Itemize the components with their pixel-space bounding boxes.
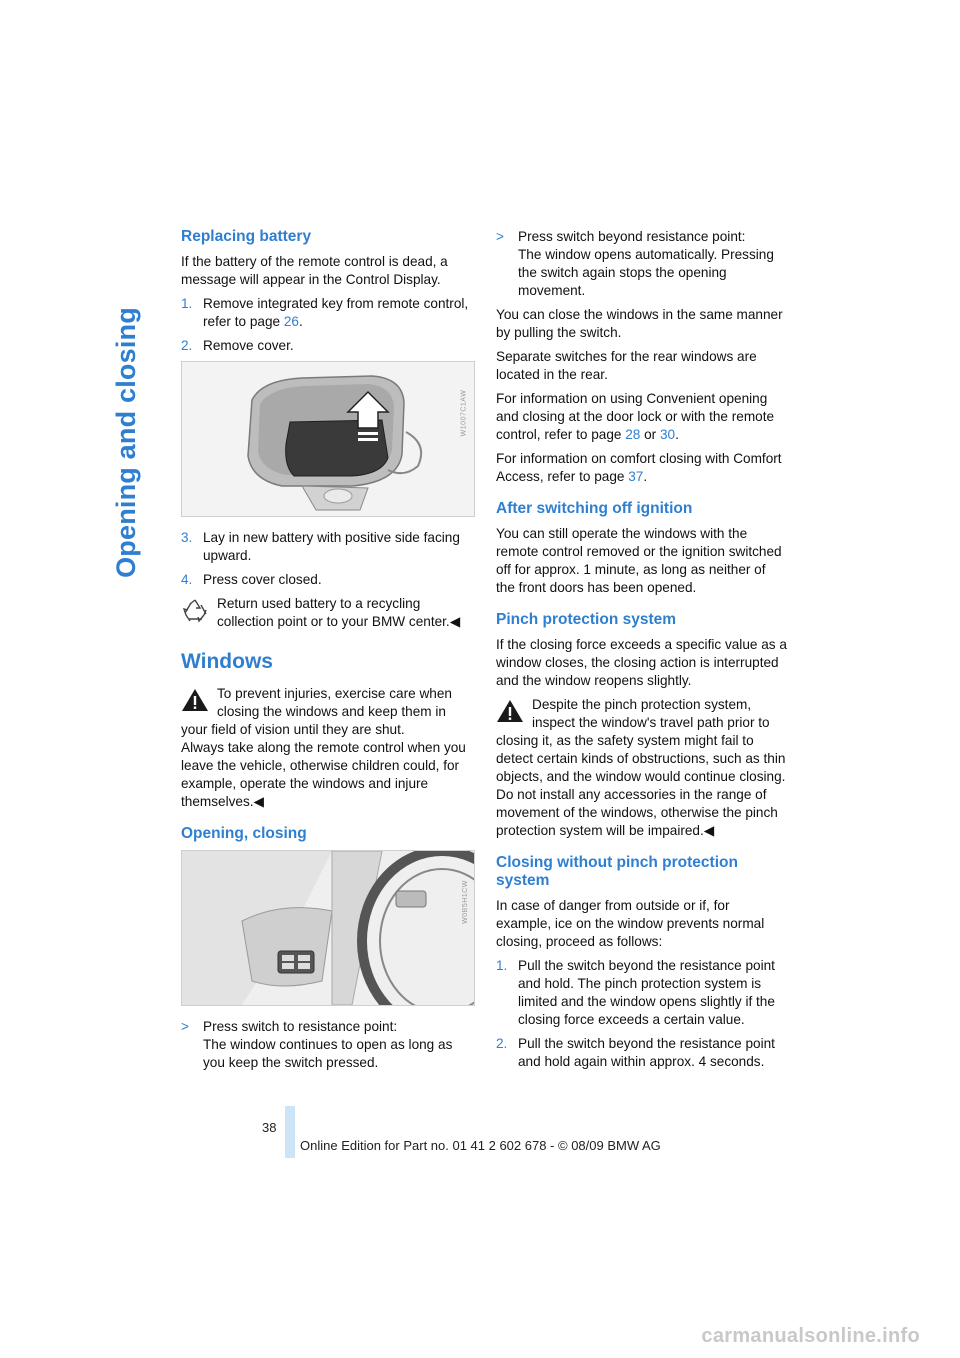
step-2: 2. Remove cover. (181, 338, 294, 353)
watermark: carmanualsonline.info (701, 1325, 920, 1347)
comfort-access-info: For information on comfort closing with Comfort Access, refer to page 37. (496, 451, 782, 484)
warning-triangle-icon (496, 698, 524, 724)
after-ignition-heading: After switching off ignition (496, 500, 693, 517)
page-link-30[interactable]: 30 (659, 427, 676, 442)
step-3: 3. Lay in new battery with positive side facing upward. (181, 530, 460, 563)
right-column (496, 228, 788, 1077)
after-ignition-text: You can still operate the windows with the remote control removed or the ignition switched off for approx. 1 minute, as long as neither of the front doors has been opened. (496, 526, 782, 595)
opening-closing-heading: Opening, closing (181, 825, 307, 842)
step-4: 4. Press cover closed. (181, 572, 322, 587)
convenient-opening-info: For information on using Convenient opening and closing at the door lock or with the remote control, refer to page 28 or 30. (496, 391, 775, 442)
recycle-note: Return used battery to a recycling collection point or to your BMW center.◀ (181, 595, 475, 631)
page-link-26[interactable]: 26 (283, 314, 299, 329)
figure-code: W0B5H1CW (462, 880, 470, 924)
pinch-protection-text: If the closing force exceeds a specific value as a window closes, the closing action is interrupted and the window reopens slightly. (496, 637, 787, 688)
remote-key-drawing (182, 362, 475, 516)
left-column (181, 228, 475, 1078)
remote-key-illustration (181, 361, 475, 517)
edition-footer: Online Edition for Part no. 01 41 2 602 678 - © 08/09 BMW AG (300, 1138, 661, 1153)
windows-warning: To prevent injuries, exercise care when closing the windows and keep them in your field of vision until they are shut. Always take along the remote control when you leave the vehicle, otherwise children could, for example, operate the windows and injure themselves.◀ (181, 686, 466, 809)
pinch-warning: Despite the pinch protection system, inspect the window's travel path prior to closing it, as the safety system might fail to detect certain kinds of obstructions, such as thin objects, and the window would continue closing. Do not install any accessories in the range of movement of the windows, otherwise the pinch protection system will be impaired.◀ (496, 697, 786, 838)
replacing-battery-heading: Replacing battery (181, 228, 312, 245)
separate-switches: Separate switches for the rear windows are located in the rear. (496, 349, 757, 382)
windows-heading: Windows (181, 650, 273, 673)
page-link-37[interactable]: 37 (628, 469, 644, 484)
without-step-1: 1. Pull the switch beyond the resistance point and hold. The pinch protection system is limited and the window opens slightly if the closing force exceeds a certain value. (496, 958, 775, 1027)
pinch-protection-heading: Pinch protection system (496, 611, 677, 628)
footer-accent-bar (285, 1106, 295, 1158)
figure-code: W1007C1AW (460, 389, 468, 437)
door-panel-drawing (182, 851, 475, 1005)
chapter-side-title: Opening and closing (110, 306, 141, 578)
without-pinch-heading: Closing without pinch protection system (496, 854, 738, 889)
recycle-icon (181, 597, 209, 623)
page-number: 38 (262, 1120, 277, 1135)
warning-triangle-icon (181, 687, 209, 713)
close-same-manner: You can close the windows in the same manner by pulling the switch. (496, 307, 783, 340)
bullet-press-to-resistance: > Press switch to resistance point: The window continues to open as long as you keep the switch pressed. (181, 1019, 453, 1070)
bullet-press-beyond-resistance: > Press switch beyond resistance point: The window opens automatically. Pressing the switch again stops the opening movement. (496, 229, 774, 298)
window-switch-illustration (181, 850, 475, 1006)
page-link-28[interactable]: 28 (625, 427, 641, 442)
replacing-intro: If the battery of the remote control is dead, a message will appear in the Control Display. (181, 254, 448, 287)
step-1: 1. Remove integrated key from remote control, refer to page 26. (181, 296, 469, 329)
without-step-2: 2. Pull the switch beyond the resistance point and hold again within approx. 4 seconds. (496, 1036, 775, 1069)
without-pinch-text: In case of danger from outside or if, for example, ice on the window prevents normal closing, proceed as follows: (496, 898, 765, 949)
